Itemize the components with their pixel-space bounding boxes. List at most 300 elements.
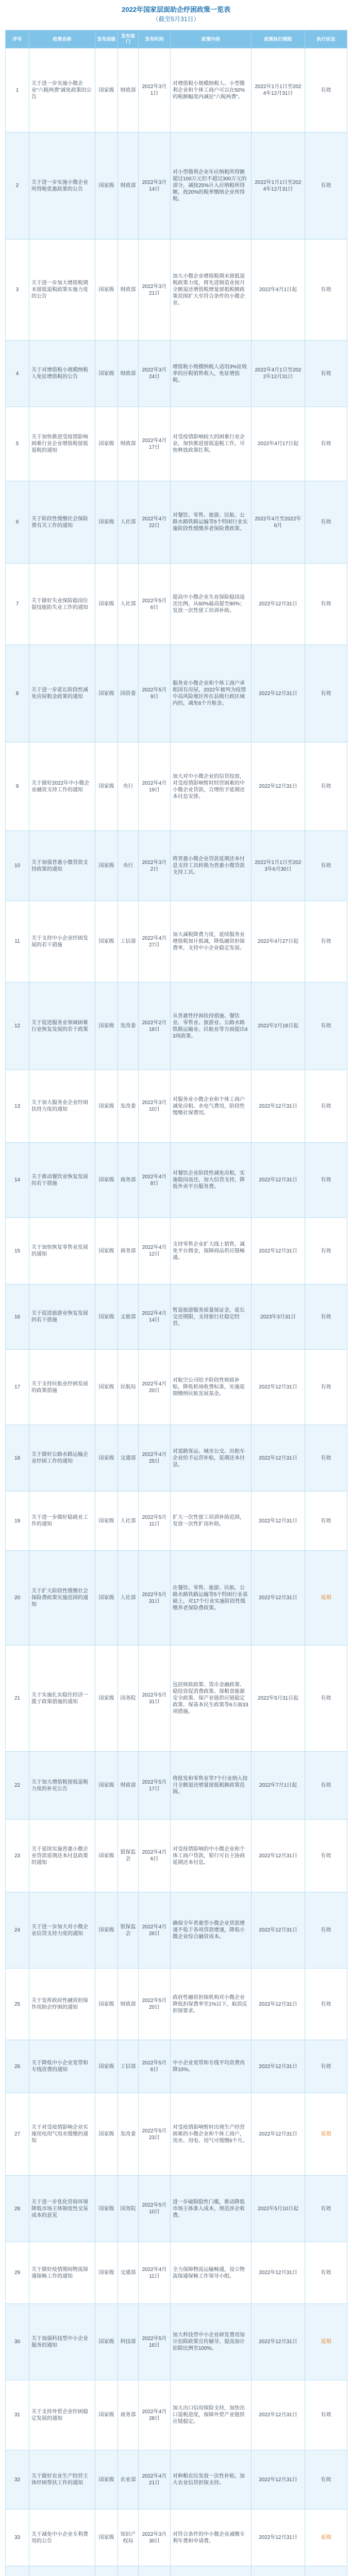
policy-status: 有效	[305, 1892, 347, 1969]
policy-date	[139, 2566, 171, 2576]
row-number: 21	[6, 1646, 29, 1752]
policy-status: 有效	[305, 1820, 347, 1892]
policy-dept: 工信部	[118, 901, 139, 982]
table-row	[6, 1551, 347, 1646]
policy-content: 对受疫情影响的中小微企业和个体工商户贷款，银行可自主协商延期还本付息。	[171, 1820, 252, 1892]
policy-content: 对航空公司给予阶段性财政补贴，降低机场收费标准，实施延期缴纳民航发展基金。	[171, 1350, 252, 1425]
header-dept: 发布部门	[118, 30, 139, 48]
row-number: 2	[6, 132, 29, 240]
policy-deadline: 2022年12月31日	[252, 1892, 305, 1969]
policy-dept: 人社部	[118, 1492, 139, 1551]
policy-level: 国家级	[95, 1969, 118, 2040]
policy-content: 支持零售企业扩大线上销售，减免平台佣金，保障商品供应链畅通。	[171, 1218, 252, 1284]
policy-status: 有效	[305, 831, 347, 901]
policy-dept	[118, 2566, 139, 2576]
policy-date: 2022年4月12日	[139, 1218, 171, 1284]
policy-name: 关于支持中小企业纾困发展的若干措施	[29, 901, 95, 982]
row-number: 1	[6, 48, 29, 132]
table-row	[6, 564, 347, 645]
policy-date: 2022年3月2日	[139, 831, 171, 901]
table-row	[6, 1892, 347, 1969]
policy-deadline: 2022年12月31日	[252, 1425, 305, 1492]
policy-status: 有效	[305, 645, 347, 742]
policy-dept: 民航局	[118, 1350, 139, 1425]
policy-level: 国家级	[95, 48, 118, 132]
row-number: 18	[6, 1425, 29, 1492]
policy-dept: 知识产权局	[118, 2510, 139, 2566]
row-number: 8	[6, 645, 29, 742]
policy-content	[171, 2566, 252, 2576]
policy-status: 有效	[305, 901, 347, 982]
policy-name: 关于进一步延长阶段性减免房屋租金政策的通知	[29, 645, 95, 742]
row-number: 20	[6, 1551, 29, 1646]
policy-level: 国家级	[95, 1492, 118, 1551]
policy-dept: 人社部	[118, 1551, 139, 1646]
policy-deadline: 2022年5月31日起	[252, 1646, 305, 1752]
policy-content: 全力保障物流运输畅通，设立物流保通保畅工作领导小组。	[171, 2242, 252, 2304]
policy-status: 有效	[305, 1969, 347, 2040]
policy-name: 关于加大增值税留抵退税力度的补充公告	[29, 1752, 95, 1820]
policy-date: 2022年4月20日	[139, 1350, 171, 1425]
table-row	[6, 2566, 347, 2576]
policy-name: 关于做好农业生产经营主体纾困帮扶工作的通知	[29, 2450, 95, 2510]
policy-level: 国家级	[95, 2380, 118, 2450]
row-number: 6	[6, 481, 29, 564]
policy-dept: 银保监会	[118, 1892, 139, 1969]
policy-level: 国家级	[95, 1820, 118, 1892]
policy-status: 有效	[305, 2242, 347, 2304]
policy-date: 2022年5月23日	[139, 2093, 171, 2176]
policy-status: 有效	[305, 1752, 347, 1820]
policy-dept: 国务院	[118, 1646, 139, 1752]
policy-deadline: 2022年12月31日	[252, 2093, 305, 2176]
policy-level: 国家级	[95, 481, 118, 564]
policy-date: 2022年3月21日	[139, 240, 171, 341]
table-row	[6, 2304, 347, 2380]
policy-deadline: 2022年12月31日	[252, 2040, 305, 2093]
policy-level: 国家级	[95, 2304, 118, 2380]
row-number: 25	[6, 1969, 29, 2040]
policy-date: 2022年5月6日	[139, 2040, 171, 2093]
title-block	[0, 0, 352, 30]
row-number: 13	[6, 1070, 29, 1143]
policy-status: 有效	[305, 407, 347, 481]
policy-deadline: 2022年12月31日	[252, 1070, 305, 1143]
policy-name: 关于发挥政府性融资担保作用助企纾困的通知	[29, 1969, 95, 2040]
policy-level: 国家级	[95, 742, 118, 831]
table-header	[6, 30, 347, 48]
policy-level: 国家级	[95, 645, 118, 742]
policy-table	[5, 30, 347, 2576]
policy-content: 将批发和零售业等7个行业纳入按月全额退还增量留抵税额政策范围。	[171, 1752, 252, 1820]
policy-date: 2022年5月6日	[139, 564, 171, 645]
policy-dept: 发改委	[118, 2093, 139, 2176]
policy-deadline: 2022年12月31日	[252, 1969, 305, 2040]
policy-level: 国家级	[95, 901, 118, 982]
policy-name: 关于进一步优化营商环境降低市场主体制度性交易成本的意见	[29, 2176, 95, 2242]
policy-deadline: 2022年12月31日	[252, 1218, 305, 1284]
policy-name: 关于扩大阶段性缓缴社会保险费政策实施范围的通知	[29, 1551, 95, 1646]
policy-content: 对服务业小微企业和个体工商户减免房租、水电气费用，阶段性缓缴社保费用。	[171, 1070, 252, 1143]
row-number: 3	[6, 240, 29, 341]
policy-level: 国家级	[95, 982, 118, 1070]
policy-name: 关于进一步加大对小微企业信贷支持力度的通知	[29, 1892, 95, 1969]
policy-level	[95, 2566, 118, 2576]
policy-date: 2022年3月10日	[139, 1070, 171, 1143]
row-number: 33	[6, 2510, 29, 2566]
table-row	[6, 407, 347, 481]
table-header-row	[6, 30, 347, 48]
policy-dept: 工信部	[118, 2040, 139, 2093]
policy-level: 国家级	[95, 2450, 118, 2510]
policy-content: 服务业小微企业和个体工商户承租国有房屋，2022年被列为疫情中高风险地区所在县级行政区域内的，减免6个月租金。	[171, 645, 252, 742]
row-number: 26	[6, 2040, 29, 2093]
policy-status: 有效	[305, 1284, 347, 1350]
policy-status: 延期	[305, 1551, 347, 1646]
table-body	[6, 48, 347, 2576]
policy-status: 有效	[305, 1218, 347, 1284]
header-deadline: 政策执行期限	[252, 30, 305, 48]
policy-deadline: 2022年5月10日起	[252, 2176, 305, 2242]
policy-date: 2022年4月11日	[139, 2242, 171, 2304]
policy-status: 有效	[305, 2380, 347, 2450]
table-row	[6, 1284, 347, 1350]
policy-content: 对符合条件的中小微企业减缴专利年费和申请费。	[171, 2510, 252, 2566]
policy-level: 国家级	[95, 1070, 118, 1143]
policy-dept: 发改委	[118, 982, 139, 1070]
policy-level: 国家级	[95, 564, 118, 645]
table-row	[6, 901, 347, 982]
policy-deadline: 2022年12月31日	[252, 742, 305, 831]
policy-content: 增值税小规模纳税人适用3%征收率的应税销售收入，免征增值税。	[171, 341, 252, 407]
row-number: 32	[6, 2450, 29, 2510]
policy-dept: 国资委	[118, 645, 139, 742]
table-row	[6, 1820, 347, 1892]
policy-level: 国家级	[95, 407, 118, 481]
row-number: 31	[6, 2380, 29, 2450]
row-number: 29	[6, 2242, 29, 2304]
table-row	[6, 645, 347, 742]
table-row	[6, 742, 347, 831]
row-number: 4	[6, 341, 29, 407]
policy-status: 有效	[305, 1425, 347, 1492]
policy-dept: 交通部	[118, 2242, 139, 2304]
policy-status: 有效	[305, 564, 347, 645]
row-number: 11	[6, 901, 29, 982]
policy-status: 有效	[305, 132, 347, 240]
policy-name: 关于做好公路水路运输企业纾困工作的通知	[29, 1425, 95, 1492]
policy-name: 关于降低中小企业宽带和专线资费的通知	[29, 2040, 95, 2093]
policy-content: 加大对中小微企业的信贷投放，对受疫情影响暂时经营困难的中小微企业贷款，合理给予延期还本付息安排。	[171, 742, 252, 831]
policy-name: 关于做好失业保险稳岗位提技能防失业工作的通知	[29, 564, 95, 645]
table-row	[6, 1350, 347, 1425]
policy-content: 从普惠性纾困扶持措施、餐饮业、零售业、旅游业、公路水路铁路运输业、民航业等方面提出43项政策。	[171, 982, 252, 1070]
table-row	[6, 2380, 347, 2450]
policy-status: 有效	[305, 1070, 347, 1143]
policy-dept: 人社部	[118, 481, 139, 564]
policy-name: 关于支持外贸企业纾困稳定发展的通知	[29, 2380, 95, 2450]
policy-date: 2022年4月26日	[139, 1892, 171, 1969]
policy-deadline: 2022年12月31日	[252, 2242, 305, 2304]
policy-date: 2022年4月21日	[139, 2450, 171, 2510]
policy-deadline: 2022年4月1日至2022年12月31日	[252, 341, 305, 407]
table-row	[6, 1646, 347, 1752]
policy-date: 2022年4月28日	[139, 2380, 171, 2450]
policy-content: 加大小微企业增值税期末留抵退税政策力度，将先进制造业按月全额退还增值税增量留抵税额政策范围扩大至符合条件的小微企业。	[171, 240, 252, 341]
row-number: 10	[6, 831, 29, 901]
header-status: 执行状态	[305, 30, 347, 48]
table-row	[6, 982, 347, 1070]
policy-date: 2022年4月25日	[139, 1425, 171, 1492]
policy-content: 加大减税降费力度，延续服务业增值税加计抵减，降低融资担保费率，支持中小企业稳定发展。	[171, 901, 252, 982]
policy-name: 关于加大服务业企业纾困扶持力度的通知	[29, 1070, 95, 1143]
policy-status: 延期	[305, 2510, 347, 2566]
row-number: 7	[6, 564, 29, 645]
table-row	[6, 1425, 347, 1492]
policy-name: 关于促进旅游业恢复发展的若干措施	[29, 1284, 95, 1350]
policy-content: 将普惠小微企业贷款延期还本付息支持工具转换为普惠小微贷款支持工具。	[171, 831, 252, 901]
row-number: 12	[6, 982, 29, 1070]
policy-level: 国家级	[95, 1752, 118, 1820]
policy-deadline: 2022年1月1日至2024年12月31日	[252, 132, 305, 240]
policy-name: 关于加快恢复零售业发展的通知	[29, 1218, 95, 1284]
policy-status: 延期	[305, 2304, 347, 2380]
policy-status: 有效	[305, 341, 347, 407]
policy-name: 关于进一步实施小微企业“六税两费”减免政策的公告	[29, 48, 95, 132]
table-row	[6, 831, 347, 901]
policy-level: 国家级	[95, 132, 118, 240]
policy-name: 关于对受疫情影响企业实施用电用气用水缓缴的通知	[29, 2093, 95, 2176]
policy-deadline: 2022年7月1日起	[252, 1752, 305, 1820]
policy-date: 2022年4月14日	[139, 1284, 171, 1350]
policy-level: 国家级	[95, 2040, 118, 2093]
table-row	[6, 341, 347, 407]
policy-status: 有效	[305, 1143, 347, 1218]
policy-level: 国家级	[95, 2093, 118, 2176]
policy-dept: 发改委	[118, 1070, 139, 1143]
table-row	[6, 2242, 347, 2304]
policy-level: 国家级	[95, 1284, 118, 1350]
policy-content: 提高中小微企业失业保险稳岗返还比例，从60%最高提至90%；发放一次性留工培训补助。	[171, 564, 252, 645]
table-row	[6, 1752, 347, 1820]
policy-date: 2022年4月27日	[139, 901, 171, 982]
policy-deadline: 2022年4月17日起	[252, 407, 305, 481]
policy-dept: 科技部	[118, 2304, 139, 2380]
policy-deadline: 2022年12月31日	[252, 1143, 305, 1218]
policy-status: 有效	[305, 1350, 347, 1425]
policy-content: 暂退旅游服务质量保证金，延长交还期限，支持旅行社稳定经营。	[171, 1284, 252, 1350]
policy-status: 有效	[305, 2450, 347, 2510]
policy-level: 国家级	[95, 341, 118, 407]
policy-name: 关于支持民航业纾困发展的政策措施	[29, 1350, 95, 1425]
policy-date: 2022年5月31日	[139, 1551, 171, 1646]
policy-dept: 央行	[118, 831, 139, 901]
policy-date: 2022年4月19日	[139, 742, 171, 831]
policy-content: 对受疫情影响暂时出现生产经营困难的小微企业和个体工商户，用水、用电、用气可缓缴6个月。	[171, 2093, 252, 2176]
row-number: 19	[6, 1492, 29, 1551]
policy-content: 在餐饮、零售、旅游、民航、公路水路铁路运输等5个特困行业基础上，对17个行业实施阶段性缓缴养老保险费政策。	[171, 1551, 252, 1646]
policy-date: 2022年3月14日	[139, 132, 171, 240]
policy-level: 国家级	[95, 2510, 118, 2566]
policy-dept: 商务部	[118, 2380, 139, 2450]
table-row	[6, 1218, 347, 1284]
row-number: 15	[6, 1218, 29, 1284]
policy-dept: 财政部	[118, 1752, 139, 1820]
policy-dept: 人社部	[118, 564, 139, 645]
policy-dept: 财政部	[118, 48, 139, 132]
policy-date: 2022年3月30日	[139, 2510, 171, 2566]
row-number: 5	[6, 407, 29, 481]
policy-level: 国家级	[95, 1350, 118, 1425]
policy-level: 国家级	[95, 1892, 118, 1969]
policy-date: 2022年4月17日	[139, 407, 171, 481]
policy-status: 有效	[305, 982, 347, 1070]
policy-dept: 商务部	[118, 1218, 139, 1284]
policy-name	[29, 2566, 95, 2576]
policy-level: 国家级	[95, 1425, 118, 1492]
page-subtitle: （截至5月31日）	[152, 15, 200, 23]
table-row	[6, 1070, 347, 1143]
policy-content: 确保全年普惠型小微企业贷款增速不低于各项贷款增速，降低小微企业综合融资成本。	[171, 1892, 252, 1969]
policy-deadline: 2022年12月31日	[252, 1551, 305, 1646]
policy-name: 关于对增值税小规模纳税人免征增值税的公告	[29, 341, 95, 407]
policy-dept: 央行	[118, 742, 139, 831]
policy-name: 关于阶段性缓缴社会保险费有关工作的通知	[29, 481, 95, 564]
policy-deadline: 2022年12月31日	[252, 2304, 305, 2380]
policy-name: 关于加快推进受疫情影响困难行业企业增值税留抵退税的通知	[29, 407, 95, 481]
row-number: 30	[6, 2304, 29, 2380]
table-row	[6, 481, 347, 564]
policy-deadline: 2022年12月31日	[252, 2380, 305, 2450]
policy-date: 2022年5月16日	[139, 2304, 171, 2380]
table-row	[6, 1969, 347, 2040]
row-number: 9	[6, 742, 29, 831]
policy-name: 关于进一步加大增值税期末留抵退税政策实施力度的公告	[29, 240, 95, 341]
policy-deadline: 2022年12月31日	[252, 2510, 305, 2566]
policy-deadline: 2022年1月1日至2024年12月31日	[252, 48, 305, 132]
row-number: 27	[6, 2093, 29, 2176]
policy-name: 关于做好疫情期间物流保通保畅工作的通知	[29, 2242, 95, 2304]
header-no: 序号	[6, 30, 29, 48]
policy-status: 有效	[305, 1492, 347, 1551]
policy-content: 对种粮农民发放一次性补贴，加大农业信贷担保支持。	[171, 2450, 252, 2510]
policy-content: 对餐饮、零售、旅游、民航、公路水路铁路运输等5个特困行业实施阶段性缓缴养老保险费政策。	[171, 481, 252, 564]
policy-content: 中小企业宽带和专线平均资费再降10%。	[171, 2040, 252, 2093]
policy-level: 国家级	[95, 1646, 118, 1752]
policy-deadline: 2022年12月31日	[252, 1350, 305, 1425]
policy-content: 进一步破除隐性门槛，推动降低市场主体准入成本，规范涉企收费。	[171, 2176, 252, 2242]
policy-deadline: 2022年4月1日起	[252, 240, 305, 341]
policy-deadline: 2022年12月31日	[252, 1820, 305, 1892]
table-row	[6, 48, 347, 132]
policy-status: 有效	[305, 1646, 347, 1752]
policy-content: 对小型微利企业年应纳税所得额超过100万元但不超过300万元的部分，减按25%计入应纳税所得额，按20%的税率缴纳企业所得税。	[171, 132, 252, 240]
policy-date: 2022年5月11日	[139, 1492, 171, 1551]
policy-content: 加大科技型中小企业研发费用加计扣除政策宣传辅导，提高加计扣除比例至100%。	[171, 2304, 252, 2380]
policy-status	[305, 2566, 347, 2576]
row-number: 16	[6, 1284, 29, 1350]
policy-status: 有效	[305, 240, 347, 341]
table-row	[6, 1492, 347, 1551]
policy-dept: 财政部	[118, 341, 139, 407]
policy-name: 关于加强科技型中小企业服务的通知	[29, 2304, 95, 2380]
policy-level: 国家级	[95, 1143, 118, 1218]
policy-date: 2022年3月1日	[139, 48, 171, 132]
table-row	[6, 2093, 347, 2176]
policy-status: 延期	[305, 2093, 347, 2176]
row-number: 28	[6, 2176, 29, 2242]
policy-deadline: 2022年12月31日	[252, 645, 305, 742]
policy-name: 关于推动餐饮业恢复发展的若干措施	[29, 1143, 95, 1218]
policy-status: 有效	[305, 48, 347, 132]
row-number: 14	[6, 1143, 29, 1218]
policy-deadline: 2022年2月18日起	[252, 982, 305, 1070]
policy-date: 2022年4月8日	[139, 1143, 171, 1218]
policy-date: 2022年4月22日	[139, 481, 171, 564]
policy-deadline: 2022年4月至2022年6月	[252, 481, 305, 564]
policy-deadline: 2022年12月31日	[252, 564, 305, 645]
policy-deadline	[252, 2566, 305, 2576]
policy-name: 关于实施扎实稳住经济一揽子政策措施的通知	[29, 1646, 95, 1752]
policy-date: 2022年5月17日	[139, 1752, 171, 1820]
table-row	[6, 1143, 347, 1218]
policy-level: 国家级	[95, 240, 118, 341]
policy-content: 政府性融资担保机构对小微企业降低担保费率至1%以下，取消反担保要求。	[171, 1969, 252, 2040]
policy-dept: 银保监会	[118, 1820, 139, 1892]
policy-name: 关于加强普惠小微贷款支持政策的通知	[29, 831, 95, 901]
row-number: 24	[6, 1892, 29, 1969]
policy-content: 扩大一次性留工培训补助范围，发放一次性扩岗补助。	[171, 1492, 252, 1551]
policy-dept: 财政部	[118, 240, 139, 341]
policy-dept: 文旅部	[118, 1284, 139, 1350]
policy-date: 2022年3月24日	[139, 341, 171, 407]
policy-dept: 农业部	[118, 2450, 139, 2510]
policy-dept: 财政部	[118, 407, 139, 481]
policy-name: 关于进一步做好稳就业工作的通知	[29, 1492, 95, 1551]
header-date: 发布时间	[139, 30, 171, 48]
policy-name: 关于进一步实施小微企业所得税优惠政策的公告	[29, 132, 95, 240]
row-number	[6, 2566, 29, 2576]
policy-level: 国家级	[95, 2176, 118, 2242]
table-row	[6, 240, 347, 341]
header-content: 政策内容	[171, 30, 252, 48]
policy-dept: 财政部	[118, 1969, 139, 2040]
row-number: 23	[6, 1820, 29, 1892]
policy-status: 有效	[305, 2040, 347, 2093]
row-number: 17	[6, 1350, 29, 1425]
policy-content: 加大出口信用保险支持，加快出口退税进度，保障外贸产业链供应链稳定。	[171, 2380, 252, 2450]
policy-name: 关于延续实施普惠小微企业贷款延期还本付息政策的通知	[29, 1820, 95, 1892]
policy-content: 对道路客运、城市公交、出租车企业给予运营补贴，延期还本付息。	[171, 1425, 252, 1492]
policy-name: 关于促进服务业领域困难行业恢复发展的若干政策	[29, 982, 95, 1070]
header-name: 政策名称	[29, 30, 95, 48]
policy-level: 国家级	[95, 1218, 118, 1284]
policy-content: 对受疫情影响较大的困难行业企业，加快推进留抵退税工作，尽快释放政策红利。	[171, 407, 252, 481]
policy-date: 2022年5月31日	[139, 1646, 171, 1752]
policy-level: 国家级	[95, 831, 118, 901]
policy-content: 对餐饮企业阶段性减免房租，实施稳岗返还，加大信贷支持，降低外卖平台服务费。	[171, 1143, 252, 1218]
table-row	[6, 2176, 347, 2242]
table-row	[6, 2450, 347, 2510]
policy-status: 有效	[305, 481, 347, 564]
policy-date: 2022年5月10日	[139, 2176, 171, 2242]
policy-dept: 国务院	[118, 2176, 139, 2242]
policy-deadline: 2022年4月27日起	[252, 901, 305, 982]
policy-dept: 商务部	[118, 1143, 139, 1218]
policy-deadline: 2023年3月31日	[252, 1284, 305, 1350]
policy-status: 有效	[305, 742, 347, 831]
policy-content: 包括财政政策、货币金融政策、稳投资促消费政策、保粮食能源安全政策、保产业链供应链稳定政策、保基本民生政策等6方面33项措施。	[171, 1646, 252, 1752]
